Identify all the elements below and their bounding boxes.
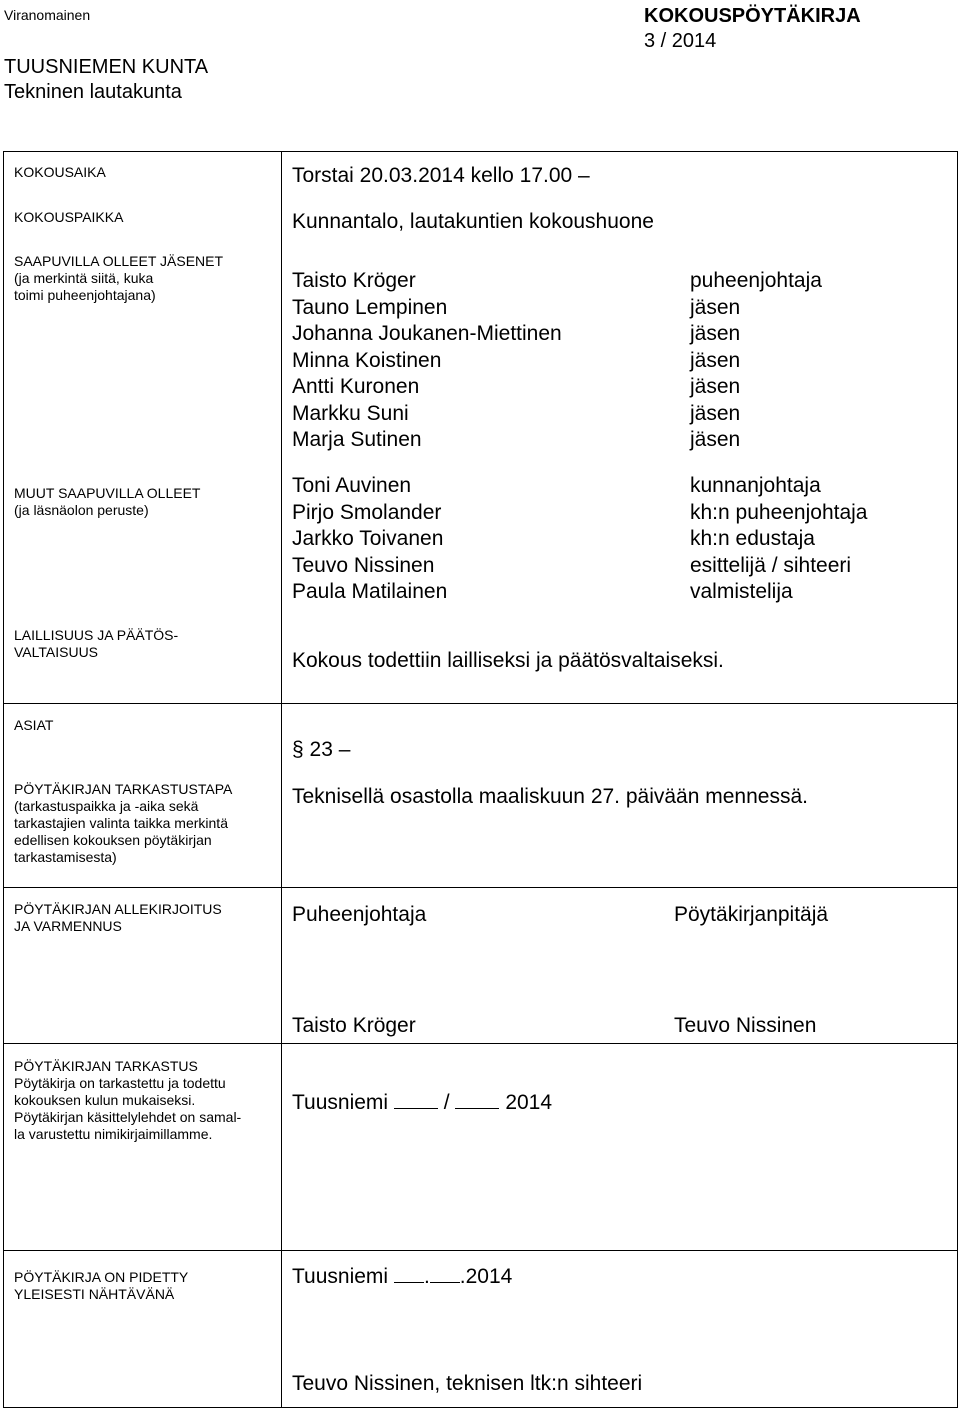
month-blank bbox=[455, 1090, 499, 1109]
legality-label: LAILLISUUS JA PÄÄTÖS- VALTAISUUS bbox=[14, 627, 179, 660]
meeting-time-label: KOKOUSAIKA bbox=[14, 164, 106, 180]
inspection-date-line bbox=[292, 1090, 552, 1117]
others-present-names bbox=[292, 473, 447, 606]
present-members-names bbox=[292, 268, 562, 454]
attendee-name: Teuvo Nissinen bbox=[292, 553, 435, 577]
present-members-roles bbox=[690, 268, 822, 454]
inspection-label: PÖYTÄKIRJAN TARKASTUS Pöytäkirja on tarkastettu ja todettu kokouksen kulun mukaiseksi. Pöytäkirjan käsittelylehdet on samal- la varustettu nimikirjaimillamme. bbox=[14, 1058, 242, 1142]
member-role: puheenjohtaja bbox=[690, 269, 822, 292]
inspection-method-value: Teknisellä osastolla maaliskuun 27. päivään mennessä. bbox=[292, 785, 808, 808]
attendee-role: esittelijä / sihteeri bbox=[690, 553, 852, 577]
present-members-label: SAAPUVILLA OLLEET JÄSENET (ja merkintä siitä, kuka toimi puheenjohtajana) bbox=[14, 253, 224, 303]
chair-name: Taisto Kröger bbox=[292, 1014, 416, 1037]
public-year: .2014 bbox=[459, 1265, 513, 1288]
secretary-title: Pöytäkirjanpitäjä bbox=[674, 903, 829, 926]
meeting-time-value: Torstai 20.03.2014 kello 17.00 – bbox=[292, 164, 590, 187]
inspection-place: Tuusniemi bbox=[292, 1091, 389, 1114]
public-place: Tuusniemi bbox=[292, 1265, 389, 1288]
date-dot: . bbox=[423, 1265, 430, 1288]
row-divider bbox=[3, 1043, 957, 1044]
member-role: jäsen bbox=[690, 348, 741, 372]
inspection-method-label: PÖYTÄKIRJAN TARKASTUSTAPA (tarkastuspaikka ja -aika sekä tarkastajien valinta taikka merkintä edellisen kokouksen pöytäkirjan tarkastamisesta) bbox=[14, 781, 233, 865]
member-name: Minna Koistinen bbox=[292, 348, 442, 372]
doc-type: Viranomainen bbox=[4, 7, 91, 23]
attendee-role: kh:n edustaja bbox=[690, 527, 815, 550]
matters-label: ASIAT bbox=[14, 717, 54, 733]
doc-number: 3 / 2014 bbox=[644, 30, 717, 52]
matters-value: § 23 – bbox=[292, 738, 351, 761]
member-role: jäsen bbox=[690, 322, 741, 345]
day-blank bbox=[394, 1264, 424, 1283]
others-present-roles bbox=[690, 473, 868, 606]
member-role: jäsen bbox=[690, 428, 741, 451]
row-divider bbox=[3, 703, 957, 704]
attendee-name: Pirjo Smolander bbox=[292, 500, 442, 524]
day-blank bbox=[394, 1090, 438, 1109]
board-name: Tekninen lautakunta bbox=[4, 81, 182, 103]
attendee-role: kunnanjohtaja bbox=[690, 474, 821, 497]
member-name: Tauno Lempinen bbox=[292, 295, 448, 319]
doc-title: KOKOUSPÖYTÄKIRJA bbox=[644, 5, 861, 27]
attendee-name: Paula Matilainen bbox=[292, 580, 448, 603]
table-left-border bbox=[3, 151, 4, 1408]
secretary-name: Teuvo Nissinen bbox=[674, 1014, 817, 1037]
signature-label: PÖYTÄKIRJAN ALLEKIRJOITUS JA VARMENNUS bbox=[14, 901, 222, 934]
member-name: Taisto Kröger bbox=[292, 269, 416, 292]
column-divider bbox=[281, 151, 282, 1408]
legality-value: Kokous todettiin lailliseksi ja päätösvaltaiseksi. bbox=[292, 649, 724, 672]
attendee-name: Toni Auvinen bbox=[292, 474, 412, 497]
table-bottom-border bbox=[3, 1407, 958, 1408]
date-separator: / bbox=[443, 1091, 450, 1114]
meeting-place-label: KOKOUSPAIKKA bbox=[14, 209, 124, 225]
public-display-signer: Teuvo Nissinen, teknisen ltk:n sihteeri bbox=[292, 1372, 643, 1395]
member-role: jäsen bbox=[690, 295, 741, 319]
row-divider bbox=[3, 1250, 957, 1251]
municipality-name: TUUSNIEMEN KUNTA bbox=[4, 56, 209, 78]
others-present-label: MUUT SAAPUVILLA OLLEET (ja läsnäolon peruste) bbox=[14, 485, 201, 518]
row-divider bbox=[3, 887, 957, 888]
public-display-date-line bbox=[292, 1264, 512, 1291]
attendee-name: Jarkko Toivanen bbox=[292, 527, 444, 550]
attendee-role: kh:n puheenjohtaja bbox=[690, 500, 868, 524]
public-display-label: PÖYTÄKIRJA ON PIDETTY YLEISESTI NÄHTÄVÄNÄ bbox=[14, 1269, 189, 1302]
member-role: jäsen bbox=[690, 375, 741, 398]
member-name: Johanna Joukanen-Miettinen bbox=[292, 322, 562, 345]
member-name: Markku Suni bbox=[292, 401, 409, 425]
member-name: Antti Kuronen bbox=[292, 375, 420, 398]
month-blank bbox=[430, 1264, 460, 1283]
meeting-place-value: Kunnantalo, lautakuntien kokoushuone bbox=[292, 210, 654, 233]
table-right-border bbox=[957, 151, 958, 1408]
member-name: Marja Sutinen bbox=[292, 428, 422, 451]
chair-title: Puheenjohtaja bbox=[292, 903, 427, 926]
table-top-border bbox=[3, 151, 957, 152]
inspection-year: 2014 bbox=[505, 1091, 553, 1114]
attendee-role: valmistelija bbox=[690, 580, 793, 603]
member-role: jäsen bbox=[690, 401, 741, 425]
